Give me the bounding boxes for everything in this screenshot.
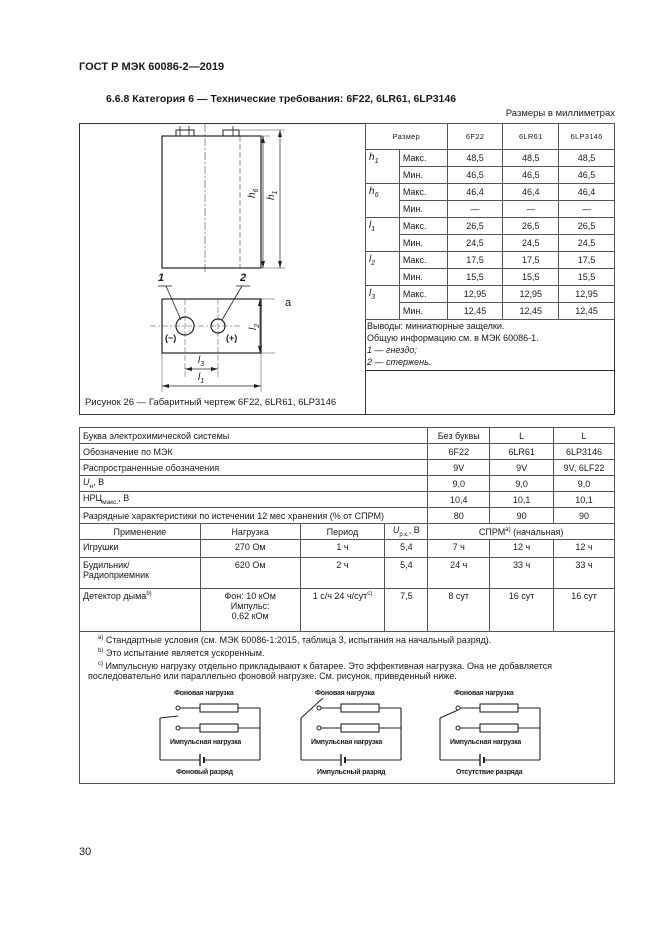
table-row [366, 303, 615, 320]
app-voltage: 5,4 [385, 558, 428, 589]
terminal-negative-label: (−) [165, 333, 177, 343]
table-row [366, 269, 615, 286]
app-name: Детектор дыма$^{b)}$ [80, 589, 201, 632]
dims-value: — [503, 201, 559, 218]
table-row [366, 150, 615, 167]
table-row [366, 286, 615, 303]
app-duration: 12 ч [554, 540, 615, 558]
table-row [80, 508, 615, 524]
dim-l2-label: $l_2$ [248, 323, 261, 330]
dims-limit-label: Мин. [399, 269, 447, 286]
note-general: Общую информацию см. в МЭК 60086-1. [367, 333, 539, 343]
spec-value: 80 [428, 508, 490, 524]
dims-value: 24,5 [447, 235, 503, 252]
col-application: Применение [80, 524, 201, 540]
callout-2: 2 [240, 272, 247, 284]
dims-value: 17,5 [503, 252, 559, 269]
spec-value: 10,1 [554, 492, 615, 508]
app-duration: 33 ч [490, 558, 554, 589]
spec-value: 6F22 [428, 444, 490, 460]
app-load: 270 Ом [200, 540, 300, 558]
dims-value: 46,4 [503, 184, 559, 201]
units-note: Размеры в миллиметрах [505, 108, 615, 119]
page-number: 30 [79, 846, 92, 858]
dims-limit-label: Мин. [399, 201, 447, 218]
app-duration: 16 сут [490, 589, 554, 632]
callout-1: 1 [158, 272, 165, 284]
dims-value: 12,45 [503, 303, 559, 320]
app-duration: 16 сут [554, 589, 615, 632]
table-row [80, 589, 615, 632]
circuit-mode-label: Импульсный разряд [317, 769, 386, 776]
dimensions-notes [367, 320, 539, 368]
app-load: 620 Ом [200, 558, 300, 589]
spec-value: 9V [428, 460, 490, 476]
footnote-a: $^{a)}$ Стандартные условия (см. МЭК 60086-1:2015, таблица 3, испытания на начальный разряд). [98, 635, 492, 645]
dims-value: 12,95 [503, 286, 559, 303]
spec-label: Разрядные характеристики по истечении 12 мес хранения (% от СПРМ) [80, 508, 428, 524]
dims-value: 46,5 [559, 167, 615, 184]
dims-value: 46,4 [559, 184, 615, 201]
dims-symbol: $h_1$ [366, 150, 400, 184]
dims-header-col: 6LR61 [503, 124, 559, 150]
dims-limit-label: Макс. [399, 286, 447, 303]
table-row [366, 235, 615, 252]
dims-value: 12,45 [559, 303, 615, 320]
specifications-table [79, 427, 615, 632]
dims-limit-label: Мин. [399, 235, 447, 252]
spec-value: 9,0 [428, 476, 490, 492]
spec-value: L [554, 428, 615, 444]
figure-label-a: а [285, 297, 292, 309]
spec-label: Обозначение по МЭК [80, 444, 428, 460]
dims-limit-label: Макс. [399, 218, 447, 235]
dims-header-col: 6F22 [447, 124, 503, 150]
dims-limit-label: Макс. [399, 150, 447, 167]
document-header: ГОСТ Р МЭК 60086-2—2019 [79, 61, 225, 73]
spec-label: Распространенные обозначения [80, 460, 428, 476]
app-name: Игрушки [80, 540, 201, 558]
app-period: 1 с/ч 24 ч/сут$^{c)}$ [300, 589, 385, 632]
dims-value: — [447, 201, 503, 218]
app-duration: 12 ч [490, 540, 554, 558]
dims-limit-label: Мин. [399, 167, 447, 184]
spec-value: 6LR61 [490, 444, 554, 460]
battery-drawing [80, 124, 364, 394]
dims-value: 15,5 [447, 269, 503, 286]
footnote-c-continued: последовательно или параллельно фоновой нагрузке. См. рисунок, приведенный ниже. [88, 671, 457, 681]
dims-value: 24,5 [559, 235, 615, 252]
col-mad: $СПРМ^{а)}$ (начальная) [428, 524, 615, 540]
spec-value: 6LP3146 [554, 444, 615, 460]
app-name: Будильник/ Радиоприемник [80, 558, 201, 589]
note-terminals: Выводы: миниатюрные защелки. [367, 321, 505, 331]
table-row [366, 184, 615, 201]
dim-l3-label: $l_3$ [198, 355, 205, 368]
spec-value: 90 [554, 508, 615, 524]
section-title: 6.6.8 Категория 6 — Технические требования: 6F22, 6LR61, 6LP3146 [106, 93, 457, 105]
dims-value: 48,5 [559, 150, 615, 167]
table-row [366, 201, 615, 218]
app-period: 1 ч [300, 540, 385, 558]
col-endpoint-voltage: $U_{р.к.}$, В [385, 524, 428, 540]
figure-caption: Рисунок 26 — Габаритный чертеж 6F22, 6LR61, 6LP3146 [85, 397, 337, 408]
table-row [80, 540, 615, 558]
circuit-mode-label: Фоновый разряд [176, 769, 233, 776]
circuit-pulse-load-label: Импульсная нагрузка [311, 739, 383, 746]
spec-label: $НРЦ_{макс.}$, В [80, 492, 428, 508]
circuit-pulse-load-label: Импульсная нагрузка [450, 739, 522, 746]
dims-value: 15,5 [503, 269, 559, 286]
table-row [366, 252, 615, 269]
app-load: Фон: 10 кОм Импульс: 0,62 кОм [200, 589, 300, 632]
dims-value: — [559, 201, 615, 218]
terminal-positive-label: (+) [226, 333, 238, 343]
app-voltage: 7,5 [385, 589, 428, 632]
dims-limit-label: Макс. [399, 184, 447, 201]
dims-value: 46,5 [503, 167, 559, 184]
dim-h1-label: $h_1$ [266, 190, 279, 200]
dims-symbol: $h_6$ [366, 184, 400, 218]
table-row [80, 428, 615, 444]
dims-value: 48,5 [447, 150, 503, 167]
dims-value: 17,5 [447, 252, 503, 269]
dims-value: 24,5 [503, 235, 559, 252]
dims-value: 26,5 [559, 218, 615, 235]
dims-value: 17,5 [559, 252, 615, 269]
spec-value: 9V, 6LF22 [554, 460, 615, 476]
spec-value: 90 [490, 508, 554, 524]
table-row [366, 218, 615, 235]
spec-value: 10,4 [428, 492, 490, 508]
footnote-b: $^{b)}$ Это испытание является ускоренным. [98, 648, 265, 658]
spec-value: 9,0 [554, 476, 615, 492]
circuit-pulse-load-label: Импульсная нагрузка [170, 739, 242, 746]
dims-limit-label: Мин. [399, 303, 447, 320]
table-row [80, 492, 615, 508]
spec-label: Буква электрохимической системы [80, 428, 428, 444]
circuit-background-load-label: Фоновая нагрузка [174, 690, 234, 697]
dims-value: 46,5 [447, 167, 503, 184]
dimensions-table [365, 123, 615, 320]
table-row [80, 444, 615, 460]
dim-h6-label: $h_6$ [247, 188, 260, 198]
dims-symbol: $l_1$ [366, 218, 400, 252]
table-row [80, 524, 615, 540]
app-period: 2 ч [300, 558, 385, 589]
dims-value: 15,5 [559, 269, 615, 286]
col-load: Нагрузка [200, 524, 300, 540]
table-row [366, 167, 615, 184]
dims-value: 26,5 [447, 218, 503, 235]
dims-value: 26,5 [503, 218, 559, 235]
dims-value: 12,45 [447, 303, 503, 320]
table-row [80, 558, 615, 589]
app-duration: 7 ч [428, 540, 490, 558]
spec-label: $U_н$, В [80, 476, 428, 492]
app-duration: 33 ч [554, 558, 615, 589]
dims-symbol: $l_2$ [366, 252, 400, 286]
spec-value: 9,0 [490, 476, 554, 492]
spec-value: 9V [490, 460, 554, 476]
dims-header-size: Размер [366, 124, 448, 150]
dims-limit-label: Макс. [399, 252, 447, 269]
circuit-background-load-label: Фоновая нагрузка [315, 690, 375, 697]
spec-value: L [490, 428, 554, 444]
battery-side-body [162, 136, 261, 268]
dims-value: 46,4 [447, 184, 503, 201]
app-duration: 24 ч [428, 558, 490, 589]
notes-divider [365, 370, 615, 371]
footnote-c: $^{c)}$ Импульсную нагрузку отдельно прикладывают к батарее. Это эффективная нагрузка. Она не добавляется [98, 661, 552, 671]
col-period: Период [300, 524, 385, 540]
dims-value: 12,95 [559, 286, 615, 303]
circuit-mode-label: Отсутствие разряда [456, 769, 523, 776]
note-socket: 1 — гнездо; [367, 345, 417, 355]
circuit-background-load-label: Фоновая нагрузка [454, 690, 514, 697]
note-stud: 2 — стержень. [367, 357, 432, 367]
dims-header-col: 6LP3146 [559, 124, 615, 150]
app-duration: 8 сут [428, 589, 490, 632]
dims-value: 48,5 [503, 150, 559, 167]
table-row [80, 460, 615, 476]
dims-symbol: $l_3$ [366, 286, 400, 320]
dim-l1-label: $l_1$ [198, 372, 205, 385]
spec-value: Без буквы [428, 428, 490, 444]
dims-value: 12,95 [447, 286, 503, 303]
spec-value: 10,1 [490, 492, 554, 508]
app-voltage: 5,4 [385, 540, 428, 558]
table-row [80, 476, 615, 492]
